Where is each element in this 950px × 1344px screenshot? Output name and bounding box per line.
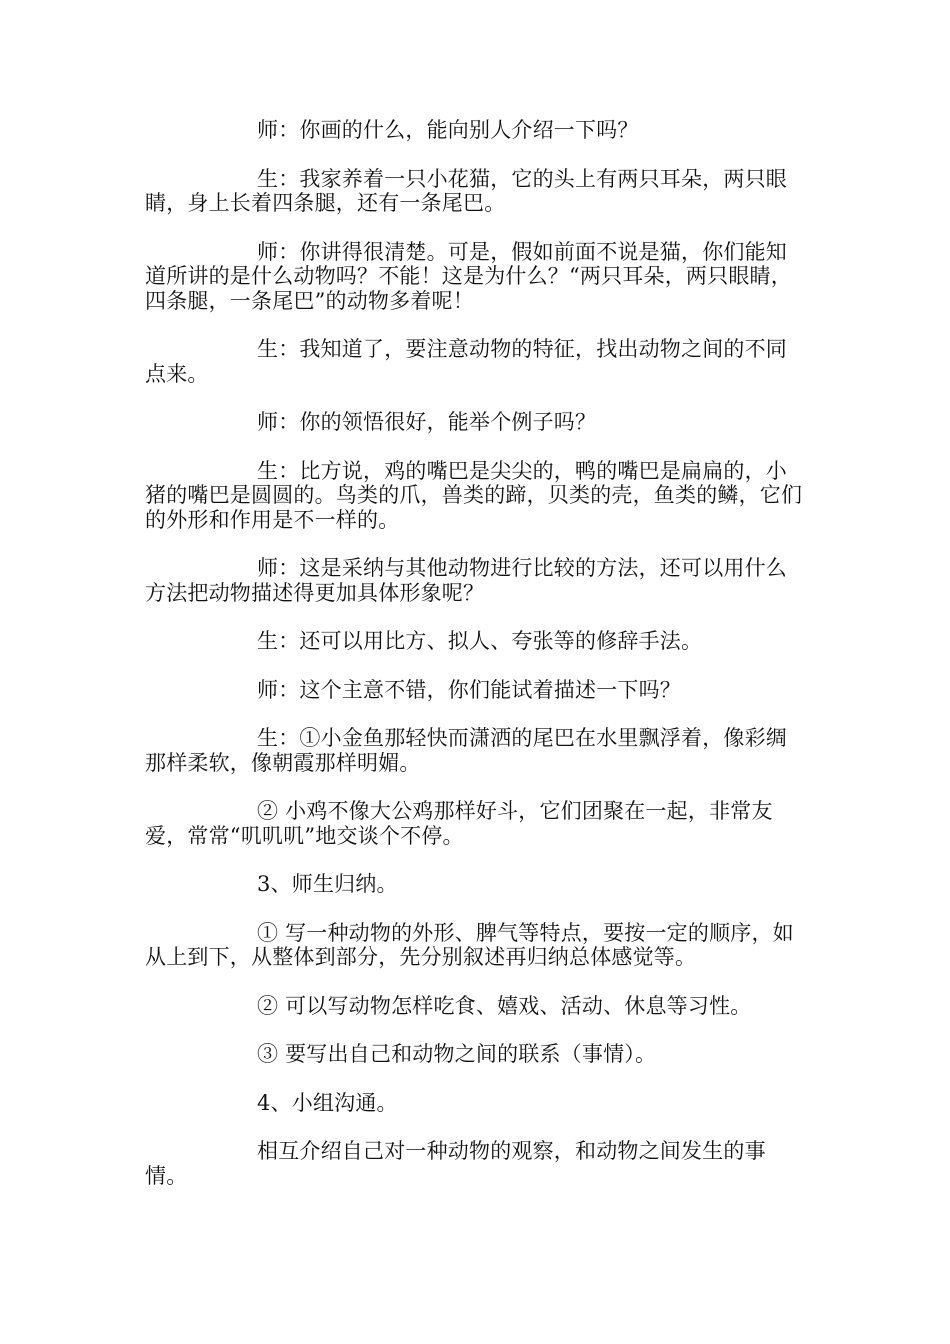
paragraph-12: 3、师生归纳。 bbox=[257, 872, 398, 896]
paragraph-13: ① 写一种动物的外形、脾气等特点，要按一定的顺序，如从上到下，从整体到部分，先分别叙述再归纳总体感觉等。 bbox=[145, 920, 794, 969]
paragraph-11: ② 小鸡不像大公鸡那样好斗，它们团聚在一起，非常友爱，常常“叽叽叽”地交谈个不停。 bbox=[145, 799, 773, 848]
paragraph-9: 师：这个主意不错，你们能试着描述一下吗？ bbox=[257, 677, 681, 702]
paragraph-8: 生：还可以用比方、拟人、夸张等的修辞手法。 bbox=[257, 629, 703, 653]
paragraph-17: 相互介绍自己对一种动物的观察，和动物之间发生的事情。 bbox=[145, 1139, 766, 1188]
paragraph-7: 师：这是采纳与其他动物进行比较的方法，还可以用什么方法把动物描述得更加具体形象呢？ bbox=[145, 556, 787, 605]
paragraph-2: 生：我家养着一只小花猫，它的头上有两只耳朵，两只眼睛，身上长着四条腿，还有一条尾巴。 bbox=[145, 166, 787, 215]
paragraph-15: ③ 要写出自己和动物之间的联系（事情）。 bbox=[257, 1042, 657, 1066]
paragraph-10: 生：①小金鱼那轻快而潇洒的尾巴在水里飘浮着，像彩绸那样柔软，像朝霞那样明媚。 bbox=[145, 726, 787, 775]
paragraph-1: 师：你画的什么，能向别人介绍一下吗？ bbox=[257, 118, 639, 142]
paragraph-3: 师：你讲得很清楚。可是，假如前面不说是猫，你们能知道所讲的是什么动物吗？不能！这是为什么？“两只耳朵，两只眼睛，四条腿，一条尾巴”的动物多着呢！ bbox=[145, 239, 792, 313]
paragraph-6: 生：比方说，鸡的嘴巴是尖尖的，鸭的嘴巴是扁扁的，小猪的嘴巴是圆圆的。鸟类的爪，兽类的蹄，贝类的壳，鱼类的鳞，它们的外形和作用是不一样的。 bbox=[145, 458, 803, 532]
paragraph-5: 师：你的领悟很好，能举个例子吗？ bbox=[257, 410, 597, 434]
paragraph-4: 生：我知道了，要注意动物的特征，找出动物之间的不同点来。 bbox=[145, 337, 787, 386]
paragraph-14: ② 可以写动物怎样吃食、嬉戏、活动、休息等习性。 bbox=[257, 993, 752, 1018]
paragraph-16: 4、小组沟通。 bbox=[257, 1090, 398, 1115]
document-body bbox=[145, 118, 807, 1212]
